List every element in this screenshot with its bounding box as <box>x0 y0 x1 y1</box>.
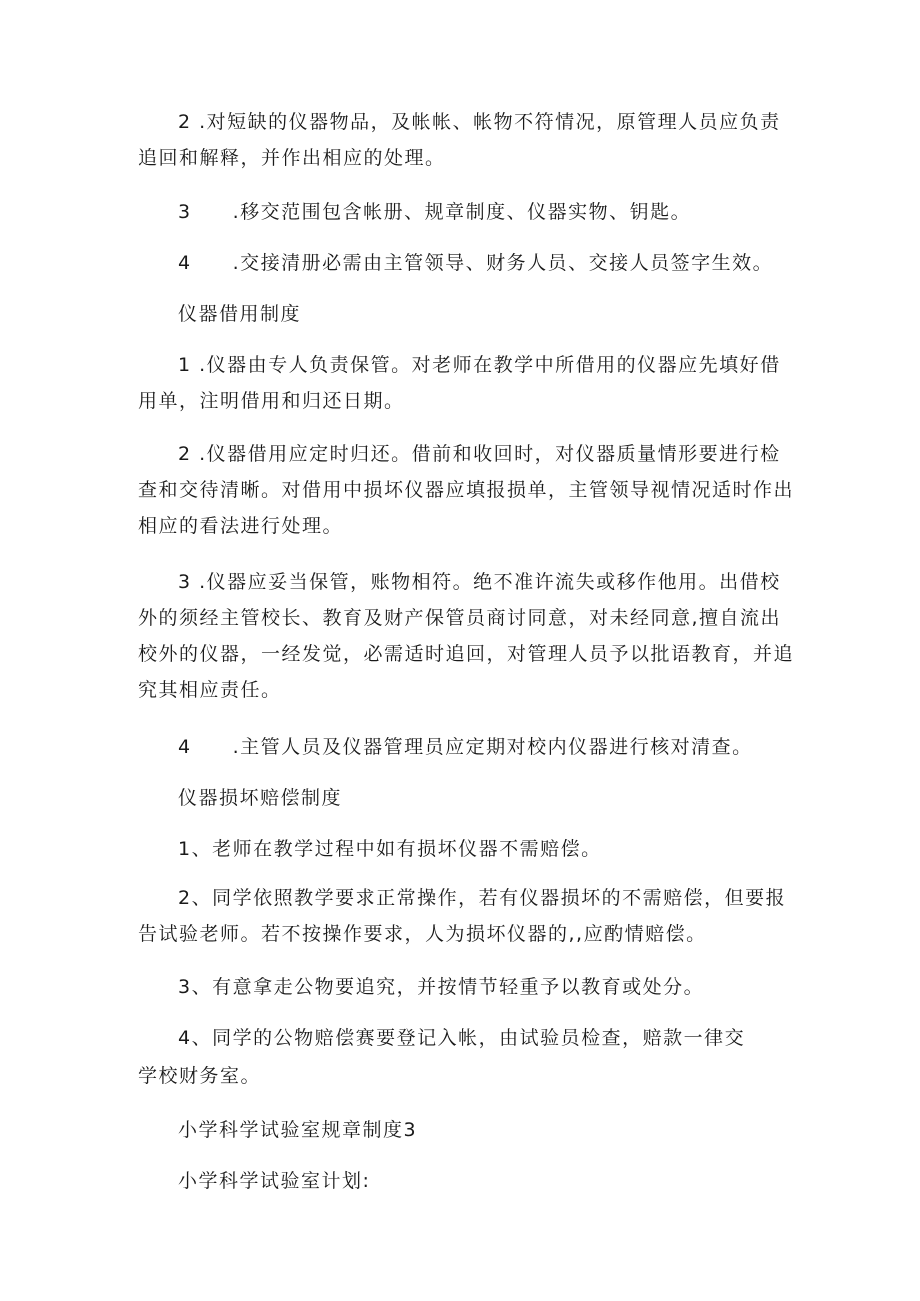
paragraph-damage-2: 2、同学依照教学要求正常操作，若有仪器损坏的不需赔偿，但要报告试验老师。若不按操作要求，人为损坏仪器的,,应酌情赔偿。 <box>138 887 787 945</box>
paragraph-borrowing-3: 3 .仪器应妥当保管，账物相符。绝不准许流失或移作他用。出借校外的须经主管校长、教育及财产保管员商讨同意，对未经同意,擅自流出校外的仪器，一经发觉，必需适时追回，对管理人员予以批语教育，并追究其相应责任。 <box>138 571 795 701</box>
section-heading-rules-3: 小学科学试验室规章制度3 <box>178 1119 418 1141</box>
paragraph-damage-1: 1、老师在教学过程中如有损坏仪器不需赔偿。 <box>178 838 602 860</box>
paragraph-damage-4-line2: 学校财务室。 <box>138 1065 262 1087</box>
paragraph-handover-shortage: 2 .对短缺的仪器物品，及帐帐、帐物不符情况，原管理人员应负责追回和解释，并作出相应的处理。 <box>138 111 781 169</box>
section-heading-damage-compensation: 仪器损坏赔偿制度 <box>178 787 343 809</box>
paragraph-damage-4-line1: 4、同学的公物赔偿赛要登记入帐，由试验员检查，赔款一律交 <box>178 1027 746 1049</box>
paragraph-borrowing-1: 1 .仪器由专人负责保管。对老师在教学中所借用的仪器应先填好借用单，注明借用和归还日期。 <box>138 354 781 412</box>
paragraph-damage-3: 3、有意拿走公物要追究，并按情节轻重予以教育或处分。 <box>178 976 705 998</box>
section-heading-lab-plan: 小学科学试验室计划: <box>178 1170 371 1192</box>
paragraph-borrowing-4: 4 .主管人员及仪器管理员应定期对校内仪器进行核对清查。 <box>178 736 753 758</box>
paragraph-handover-scope: 3 .移交范围包含帐册、规章制度、仪器实物、钥匙。 <box>178 201 692 223</box>
paragraph-handover-signature: 4 .交接清册必需由主管领导、财务人员、交接人员签字生效。 <box>178 252 774 274</box>
section-heading-borrowing: 仪器借用制度 <box>178 303 302 325</box>
paragraph-borrowing-2: 2 .仪器借用应定时归还。借前和收回时，对仪器质量情形要进行检查和交待清晰。对借用中损坏仪器应填报损单，主管领导视情况适时作出相应的看法进行处理。 <box>138 443 795 537</box>
